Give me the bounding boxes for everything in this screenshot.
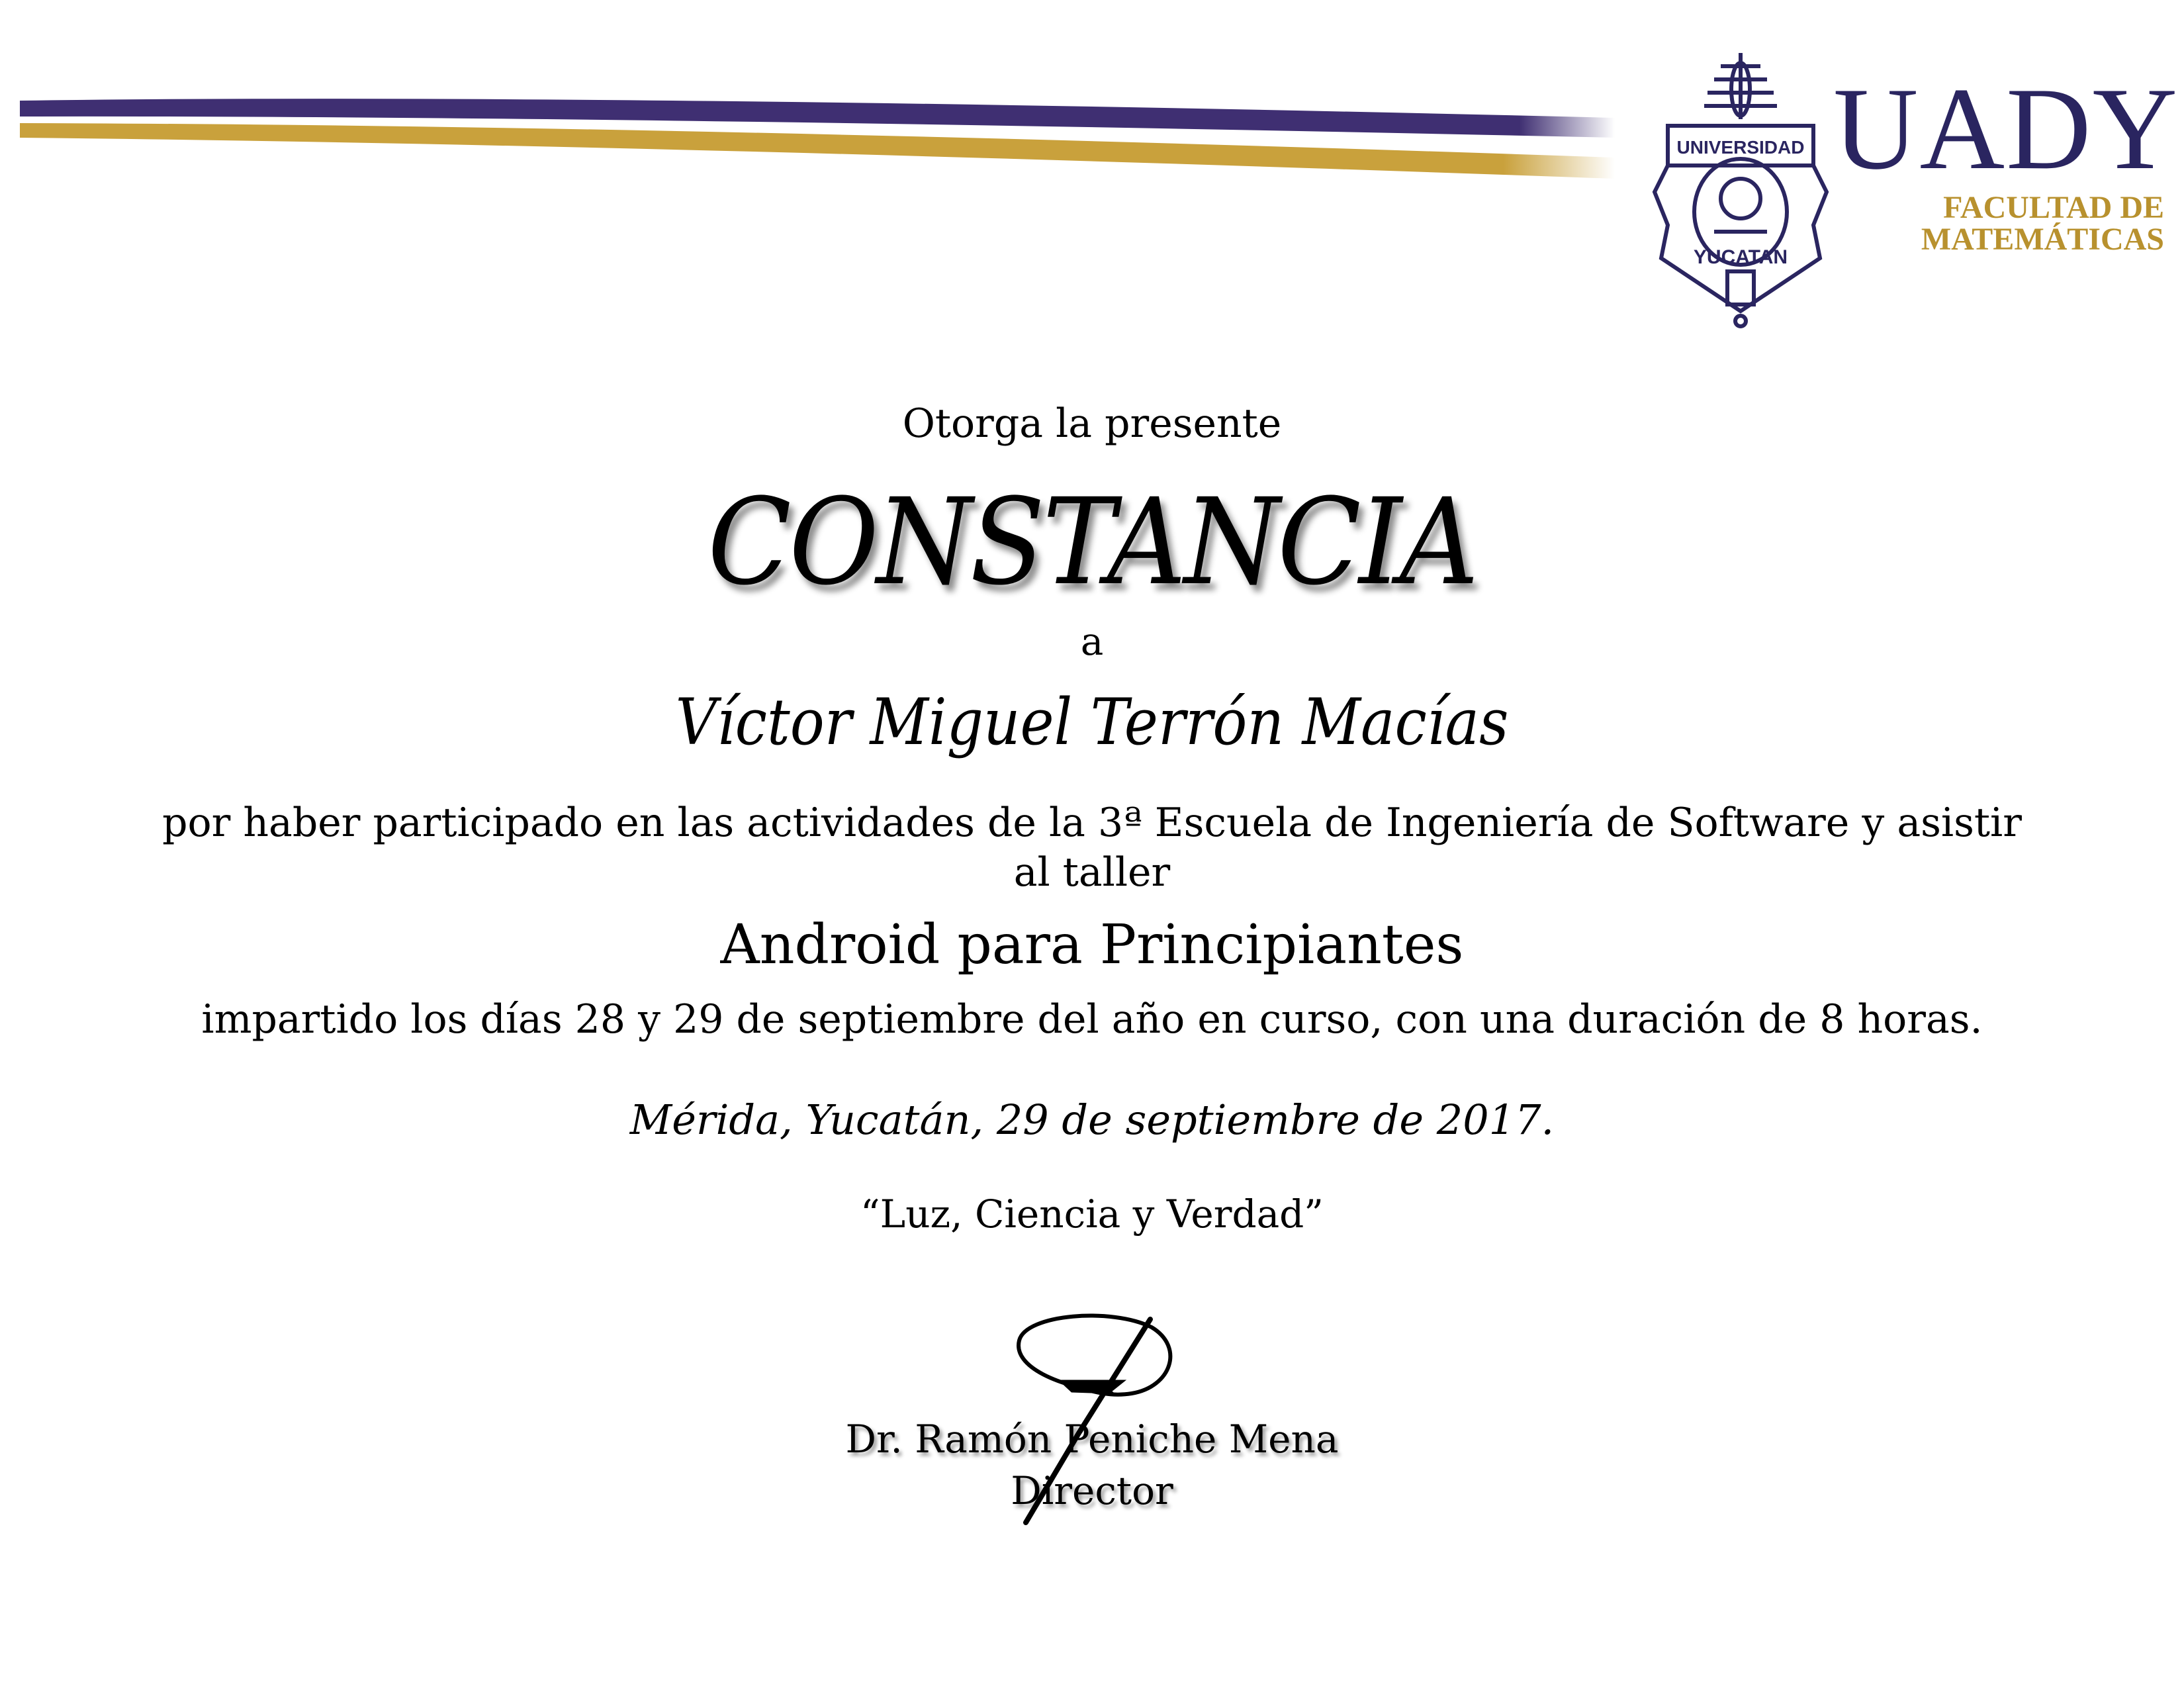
certificate-title: CONSTANCIA: [707, 473, 1477, 612]
intro-text: Otorga la presente: [902, 400, 1282, 447]
recipient-name: Víctor Miguel Terrón Macías: [675, 685, 1509, 759]
motto: “Luz, Ciencia y Verdad”: [860, 1192, 1324, 1237]
svg-text:UNIVERSIDAD: UNIVERSIDAD: [1676, 137, 1805, 158]
body-text-line1: por haber participado en las actividades de la 3ª Escuela de Ingeniería de Software y asistir: [162, 800, 2022, 846]
workshop-title: Android para Principiantes: [720, 914, 1464, 976]
uady-logo-text: UADY: [1833, 63, 2179, 194]
body-text-line3: impartido los días 28 y 29 de septiembre del año en curso, con una duración de 8 horas.: [201, 996, 1983, 1043]
svg-text:YUCATAN: YUCATAN: [1693, 246, 1788, 268]
body-text-line2: al taller: [1013, 849, 1171, 896]
faculty-name-line1: FACULTAD DE: [1943, 190, 2164, 225]
signer-role: Director: [1011, 1468, 1173, 1513]
place-date: Mérida, Yucatán, 29 de septiembre de 2017.: [629, 1096, 1555, 1144]
signer-name: Dr. Ramón Peniche Mena: [845, 1417, 1339, 1462]
faculty-name-line2: MATEMÁTICAS: [1921, 222, 2164, 257]
header-swoosh-decoration: [0, 66, 1641, 199]
university-seal-icon: [1641, 40, 1840, 331]
connector-text: a: [1080, 619, 1104, 664]
